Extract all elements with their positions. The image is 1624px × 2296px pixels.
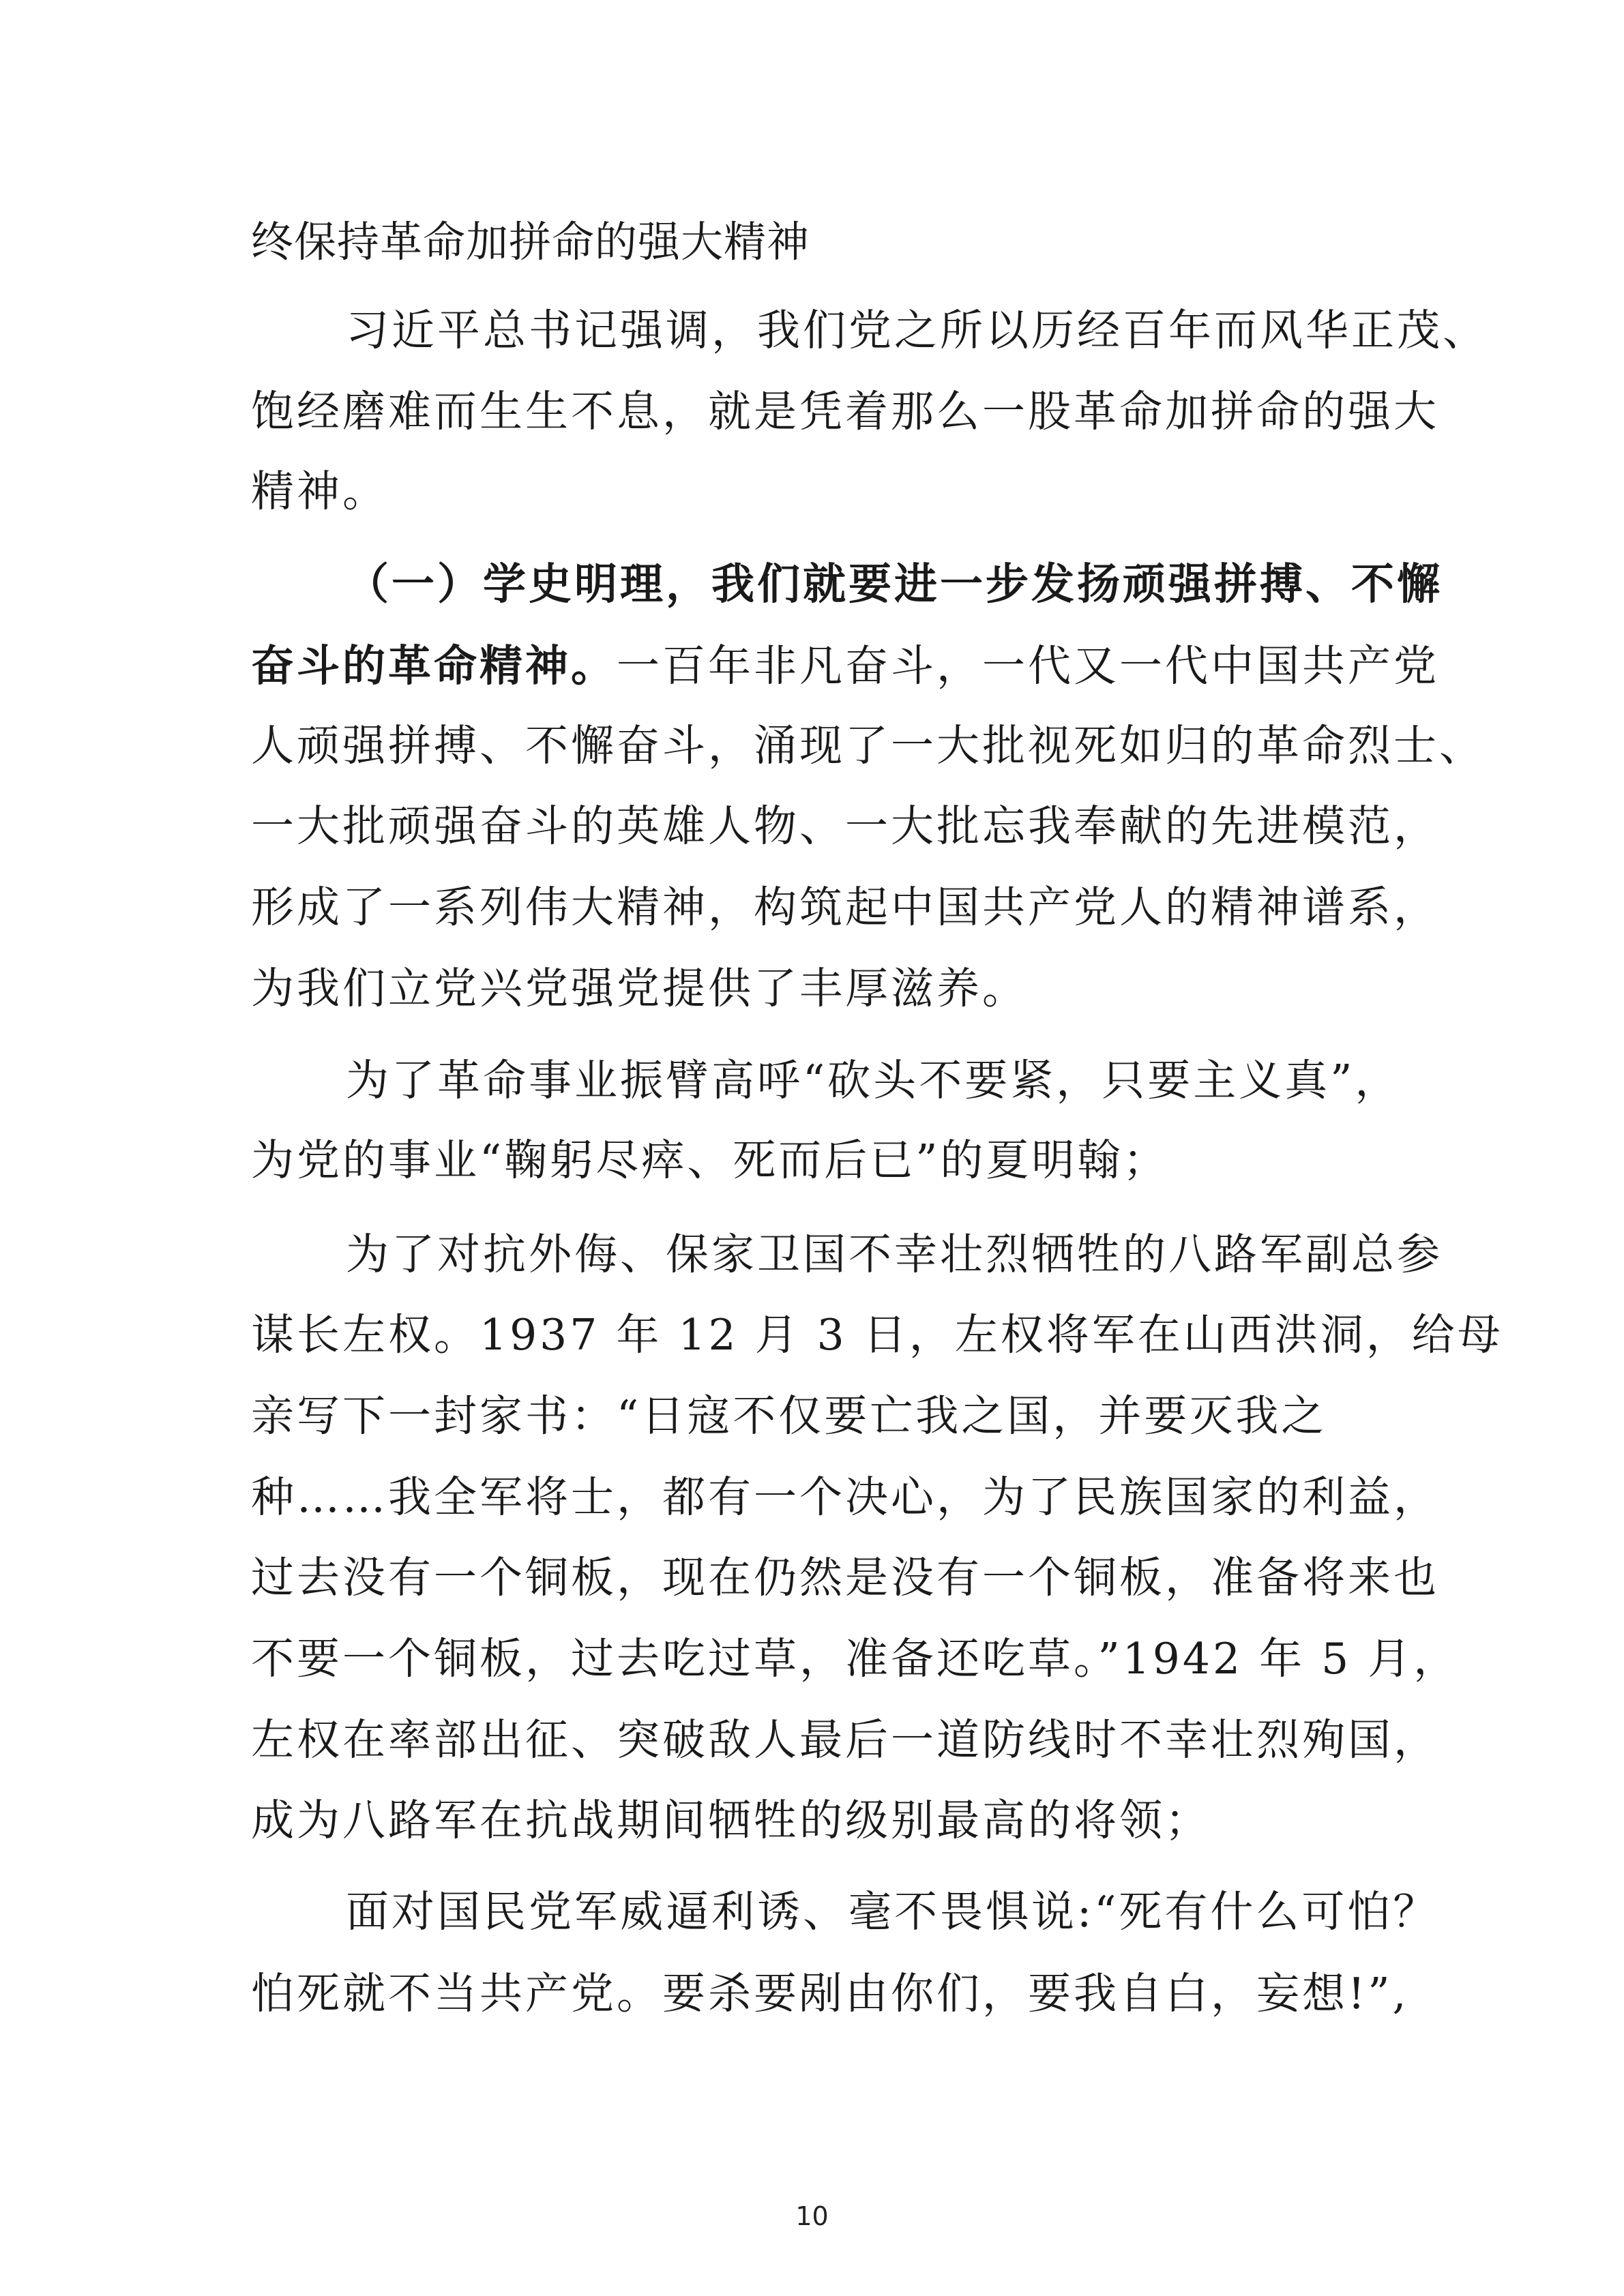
paragraph-line: 左权在率部出征、突破敌人最后一道防线时不幸壮烈殉国，: [251, 1715, 1439, 1765]
page-number: 10: [795, 2201, 829, 2231]
section-heading: 终保持革命加拼命的强大精神: [251, 217, 810, 267]
paragraph-line: 精神。: [251, 466, 388, 516]
paragraph-line: 种……我全军将士，都有一个决心，为了民族国家的利益，: [251, 1472, 1439, 1522]
paragraph-line: 为了对抗外侮、保家卫国不幸壮烈牺牲的八路军副总参: [346, 1229, 1443, 1279]
paragraph-line: 过去没有一个铜板，现在仍然是没有一个铜板，准备将来也: [251, 1553, 1439, 1602]
paragraph-line: 怕死就不当共产党。要杀要剐由你们，要我自白，妄想!”,: [251, 1969, 1409, 2018]
paragraph-line: 成为八路军在抗战期间牺牲的级别最高的将领；: [251, 1795, 1211, 1845]
paragraph-text: 一百年非凡奋斗，一代又一代中国共产党: [617, 641, 1439, 691]
paragraph-line: 为我们立党兴党强党提供了丰厚滋养。: [251, 964, 1028, 1013]
paragraph-line: 面对国民党军威逼利诱、毫不畏惧说:“死有什么可怕？: [346, 1887, 1439, 1937]
paragraph-line: 人顽强拼搏、不懈奋斗，涌现了一大批视死如归的革命烈士、: [251, 721, 1485, 771]
paragraph-line: 不要一个铜板，过去吃过草，准备还吃草。”1942 年 5 月，: [251, 1634, 1460, 1684]
paragraph-line: 谋长左权。1937 年 12 月 3 日，左权将军在山西洪洞，给母: [251, 1310, 1503, 1360]
paragraph-line: 饱经磨难而生生不息，就是凭着那么一股革命加拼命的强大: [251, 387, 1439, 436]
paragraph-line: 形成了一系列伟大精神，构筑起中国共产党人的精神谱系，: [251, 882, 1439, 932]
paragraph-line: 一大批顽强奋斗的英雄人物、一大批忘我奉献的先进模范，: [251, 801, 1439, 851]
subheading-tail: 奋斗的革命精神。: [251, 640, 617, 691]
paragraph-line: 习近平总书记强调，我们党之所以历经百年而风华正茂、: [346, 305, 1488, 355]
paragraph-line: 为党的事业“鞠躬尽瘁、死而后已”的夏明翰；: [251, 1135, 1169, 1185]
paragraph-line: 亲写下一封家书：“日寇不仅要亡我之国，并要灭我之: [251, 1391, 1327, 1441]
subheading-line: （一）学史明理，我们就要进一步发扬顽强拼搏、不懈: [346, 558, 1443, 609]
paragraph-line: [251, 638, 1439, 694]
paragraph-line: 为了革命事业振臂高呼“砍头不要紧，只要主义真”，: [346, 1056, 1401, 1105]
